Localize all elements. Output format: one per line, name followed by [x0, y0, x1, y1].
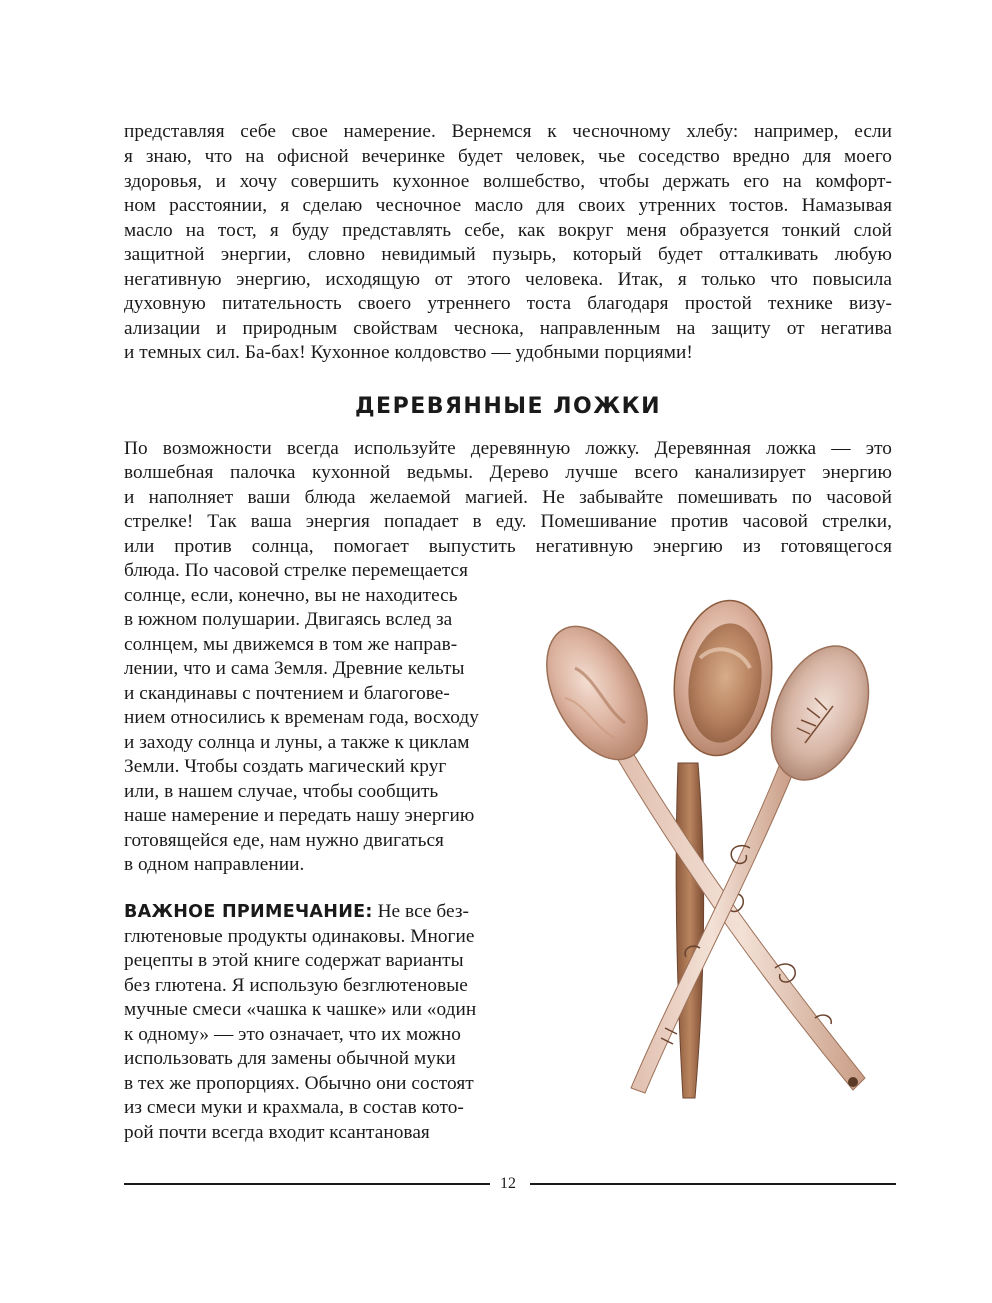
intro-line: и темных сил. Ба-бах! Кухонное колдовство — удобными порциями!: [124, 342, 693, 363]
note-first-line: [124, 900, 469, 924]
intro-line: ном расстоянии, я сделаю чесночное масло для своих утренних тостов. Намазывая: [124, 195, 892, 216]
note-line: мучные смеси «чашка к чашке» или «один: [124, 999, 477, 1020]
note-label: ВАЖНОЕ ПРИМЕЧАНИЕ:: [124, 902, 373, 922]
section-line: солнцем, мы движемся в том же направ-: [124, 634, 458, 655]
section-line: солнце, если, конечно, вы не находитесь: [124, 585, 458, 606]
section-line: волшебная палочка кухонной ведьмы. Дерево лучше всего канализирует энергию: [124, 462, 892, 483]
section-line: По возможности всегда используйте деревянную ложку. Деревянная ложка — это: [124, 438, 892, 459]
section-line: наше намерение и передать нашу энергию: [124, 805, 475, 826]
intro-line: негативную энергию, исходящую от этого человека. Итак, я только что повысила: [124, 269, 892, 290]
section-line: или против солнца, помогает выпустить негативную энергию из готовящегося: [124, 536, 892, 557]
section-line: Земли. Чтобы создать магический круг: [124, 756, 447, 777]
page-number: 12: [500, 1175, 516, 1192]
note-line: глютеновые продукты одинаковы. Многие: [124, 926, 475, 947]
wooden-spoons-illustration: [535, 598, 900, 1128]
section-line: нием относились к временам года, восходу: [124, 707, 479, 728]
intro-line: защитной энергии, словно невидимый пузырь, который будет отталкивать любую: [124, 244, 892, 265]
intro-line: представляя себе свое намерение. Вернемся к чесночному хлебу: например, если: [124, 121, 892, 142]
section-line: и скандинавы с почтением и благогове-: [124, 683, 450, 704]
section-line: в южном полушарии. Двигаясь вслед за: [124, 609, 453, 630]
section-line: лении, что и сама Земля. Древние кельты: [124, 658, 465, 679]
note-line: из смеси муки и крахмала, в состав кото-: [124, 1097, 464, 1118]
note-line: в тех же пропорциях. Обычно они состоят: [124, 1073, 474, 1094]
section-heading: ДЕРЕВЯННЫЕ ЛОЖКИ: [354, 394, 662, 419]
intro-line: здоровья, и хочу совершить кухонное волшебство, чтобы держать его на комфорт-: [124, 171, 892, 192]
intro-line: масло на тост, я буду представлять себе, как вокруг меня образуется тонкий слой: [124, 220, 892, 241]
section-line: готовящейся еде, нам нужно двигаться: [124, 830, 444, 851]
note-line: рой почти всегда входит ксантановая: [124, 1122, 430, 1143]
intro-line: я знаю, что на офисной вечеринке будет человек, чье соседство вредно для моего: [124, 146, 892, 167]
section-line: и заходу солнца и луны, а также к циклам: [124, 732, 470, 753]
section-line: стрелке! Так ваша энергия попадает в еду. Помешивание против часовой стрелки,: [124, 511, 892, 532]
note-line: к одному» — это означает, что их можно: [124, 1024, 461, 1045]
note-line: использовать для замены обычной муки: [124, 1048, 456, 1069]
footer-rule-left: [124, 1183, 490, 1185]
section-line: или, в нашем случае, чтобы сообщить: [124, 781, 439, 802]
section-line: блюда. По часовой стрелке перемещается: [124, 560, 469, 581]
section-line: в одном направлении.: [124, 854, 305, 875]
section-line: и наполняет ваши блюда желаемой магией. Не забывайте помешивать по часовой: [124, 487, 892, 508]
intro-line: ализации и природным свойствам чеснока, направленным на защиту от негатива: [124, 318, 892, 339]
note-line: рецепты в этой книге содержат варианты: [124, 950, 464, 971]
intro-line: духовную питательность своего утреннего тоста благодаря простой технике визу-: [124, 293, 892, 314]
footer-rule-right: [530, 1183, 896, 1185]
note-first-line-text: Не все без-: [372, 901, 469, 922]
note-line: без глютена. Я использую безглютеновые: [124, 975, 468, 996]
